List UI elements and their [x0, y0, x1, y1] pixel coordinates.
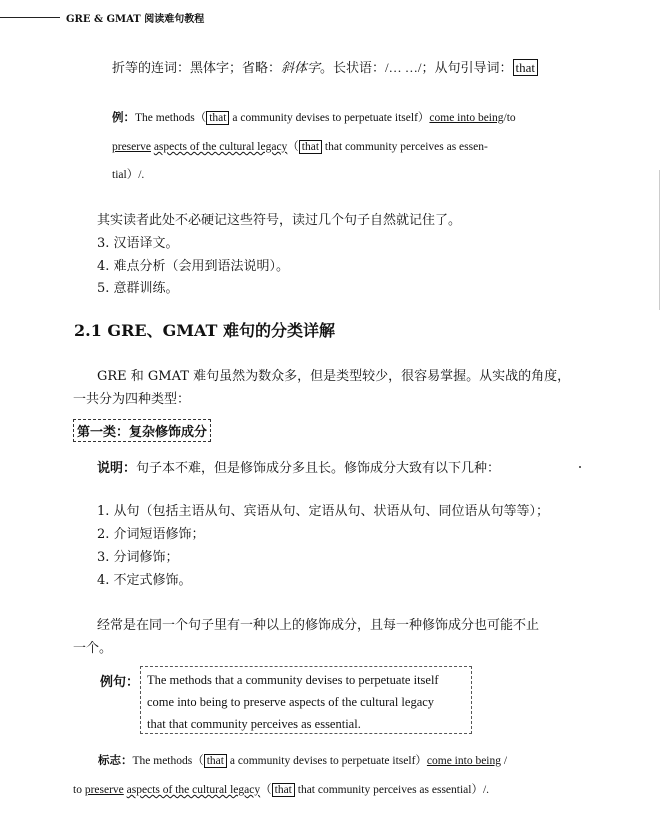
example1-ul2: preserve — [112, 141, 151, 153]
header-rule — [0, 17, 60, 18]
legend-italic-word: 斜体字 — [281, 61, 321, 76]
example1-seg4: （ — [287, 141, 299, 153]
marked-seg4: to — [73, 784, 85, 796]
intro-line2: 一共分为四种类型： — [73, 392, 191, 407]
example1-seg2: a community devises to perpetuate itself） — [229, 112, 430, 124]
example1-line2 — [112, 138, 488, 154]
marked-label: 标志： — [98, 755, 133, 767]
marked-seg6: that community perceives as essential）/. — [294, 784, 490, 796]
legend-clause-lead: ；从句引导词： — [421, 61, 513, 76]
legend-line — [112, 57, 538, 76]
section-title: 2.1 GRE、GMAT 难句的分类详解 — [74, 321, 335, 340]
explanation-line — [97, 457, 500, 476]
marked-wavy1: aspects of the cultural legacy — [126, 784, 261, 796]
category-title: 第一类：复杂修饰成分 — [73, 419, 211, 442]
example1-seg1: The methods（ — [135, 112, 207, 124]
example-sentence-line: that that community perceives as essential. — [147, 717, 361, 731]
paragraph-line1: 经常是在同一个句子里有一种以上的修饰成分，且每一种修饰成分也可能不止 — [97, 618, 540, 633]
example1-line3 — [112, 166, 144, 182]
example1-ul1: come into being — [429, 112, 504, 124]
marked-seg1: The methods（ — [132, 755, 204, 767]
step-item: 4. 难点分析（会用到语法说明）。 — [97, 259, 290, 274]
example1-wavy1: aspects of the cultural legacy — [153, 141, 288, 153]
intro-line1: GRE 和 GMAT 难句虽然为数众多，但是类型较少，很容易掌握。从实战的角度， — [97, 369, 571, 384]
modifier-item: 4. 不定式修饰。 — [97, 573, 192, 588]
legend-prefix: 折等的连词：黑体字；省略： — [112, 61, 282, 76]
note-line: 其实读者此处不必硬记这些符号，读过几个句子自然就记住了。 — [97, 213, 462, 228]
scan-speck — [579, 466, 581, 468]
marked-ul1: come into being — [426, 755, 501, 767]
marked-line2 — [73, 781, 489, 797]
example1-box1: that — [206, 111, 229, 125]
example-sentence-label: 例句： — [100, 675, 140, 690]
step-item: 3. 汉语译文。 — [97, 236, 179, 251]
legend-that-box: that — [513, 59, 539, 76]
marked-seg3: / — [501, 755, 508, 767]
example-sentence-line: The methods that a community devises to perpetuate itself — [147, 673, 439, 687]
running-header: GRE & GMAT 阅读难句教程 — [66, 14, 205, 25]
example-sentence-box — [140, 666, 472, 734]
marked-seg2: a community devises to perpetuate itself） — [226, 755, 427, 767]
modifier-item: 2. 介词短语修饰； — [97, 527, 205, 542]
marked-box1: that — [204, 754, 227, 768]
marked-box2: that — [272, 783, 295, 797]
example1-seg5: that community perceives as essen- — [322, 141, 488, 153]
marked-ul2: preserve — [84, 784, 124, 796]
paragraph-line2: 一个。 — [73, 641, 113, 656]
legend-adverbial-marks: /… …/ — [385, 60, 422, 75]
example-sentence-line: come into being to preserve aspects of the cultural legacy — [147, 695, 435, 709]
modifier-item: 1. 从句（包括主语从句、宾语从句、定语从句、状语从句、同位语从句等等）； — [97, 504, 550, 519]
example1-line1 — [112, 109, 516, 125]
example1-box2: that — [299, 140, 322, 154]
example1-label: 例： — [112, 112, 135, 124]
example1-seg6: tial）/. — [112, 169, 145, 181]
step-item: 5. 意群训练。 — [97, 281, 179, 296]
marked-seg5: （ — [260, 784, 272, 796]
marked-line1 — [98, 752, 507, 768]
modifier-item: 3. 分词修饰； — [97, 550, 179, 565]
explanation-text: 句子本不难，但是修饰成分多且长。修饰成分大致有以下几种： — [136, 461, 501, 476]
example1-seg3: /to — [503, 112, 516, 124]
legend-mid: 。长状语： — [320, 61, 386, 76]
explanation-label: 说明： — [97, 461, 137, 476]
